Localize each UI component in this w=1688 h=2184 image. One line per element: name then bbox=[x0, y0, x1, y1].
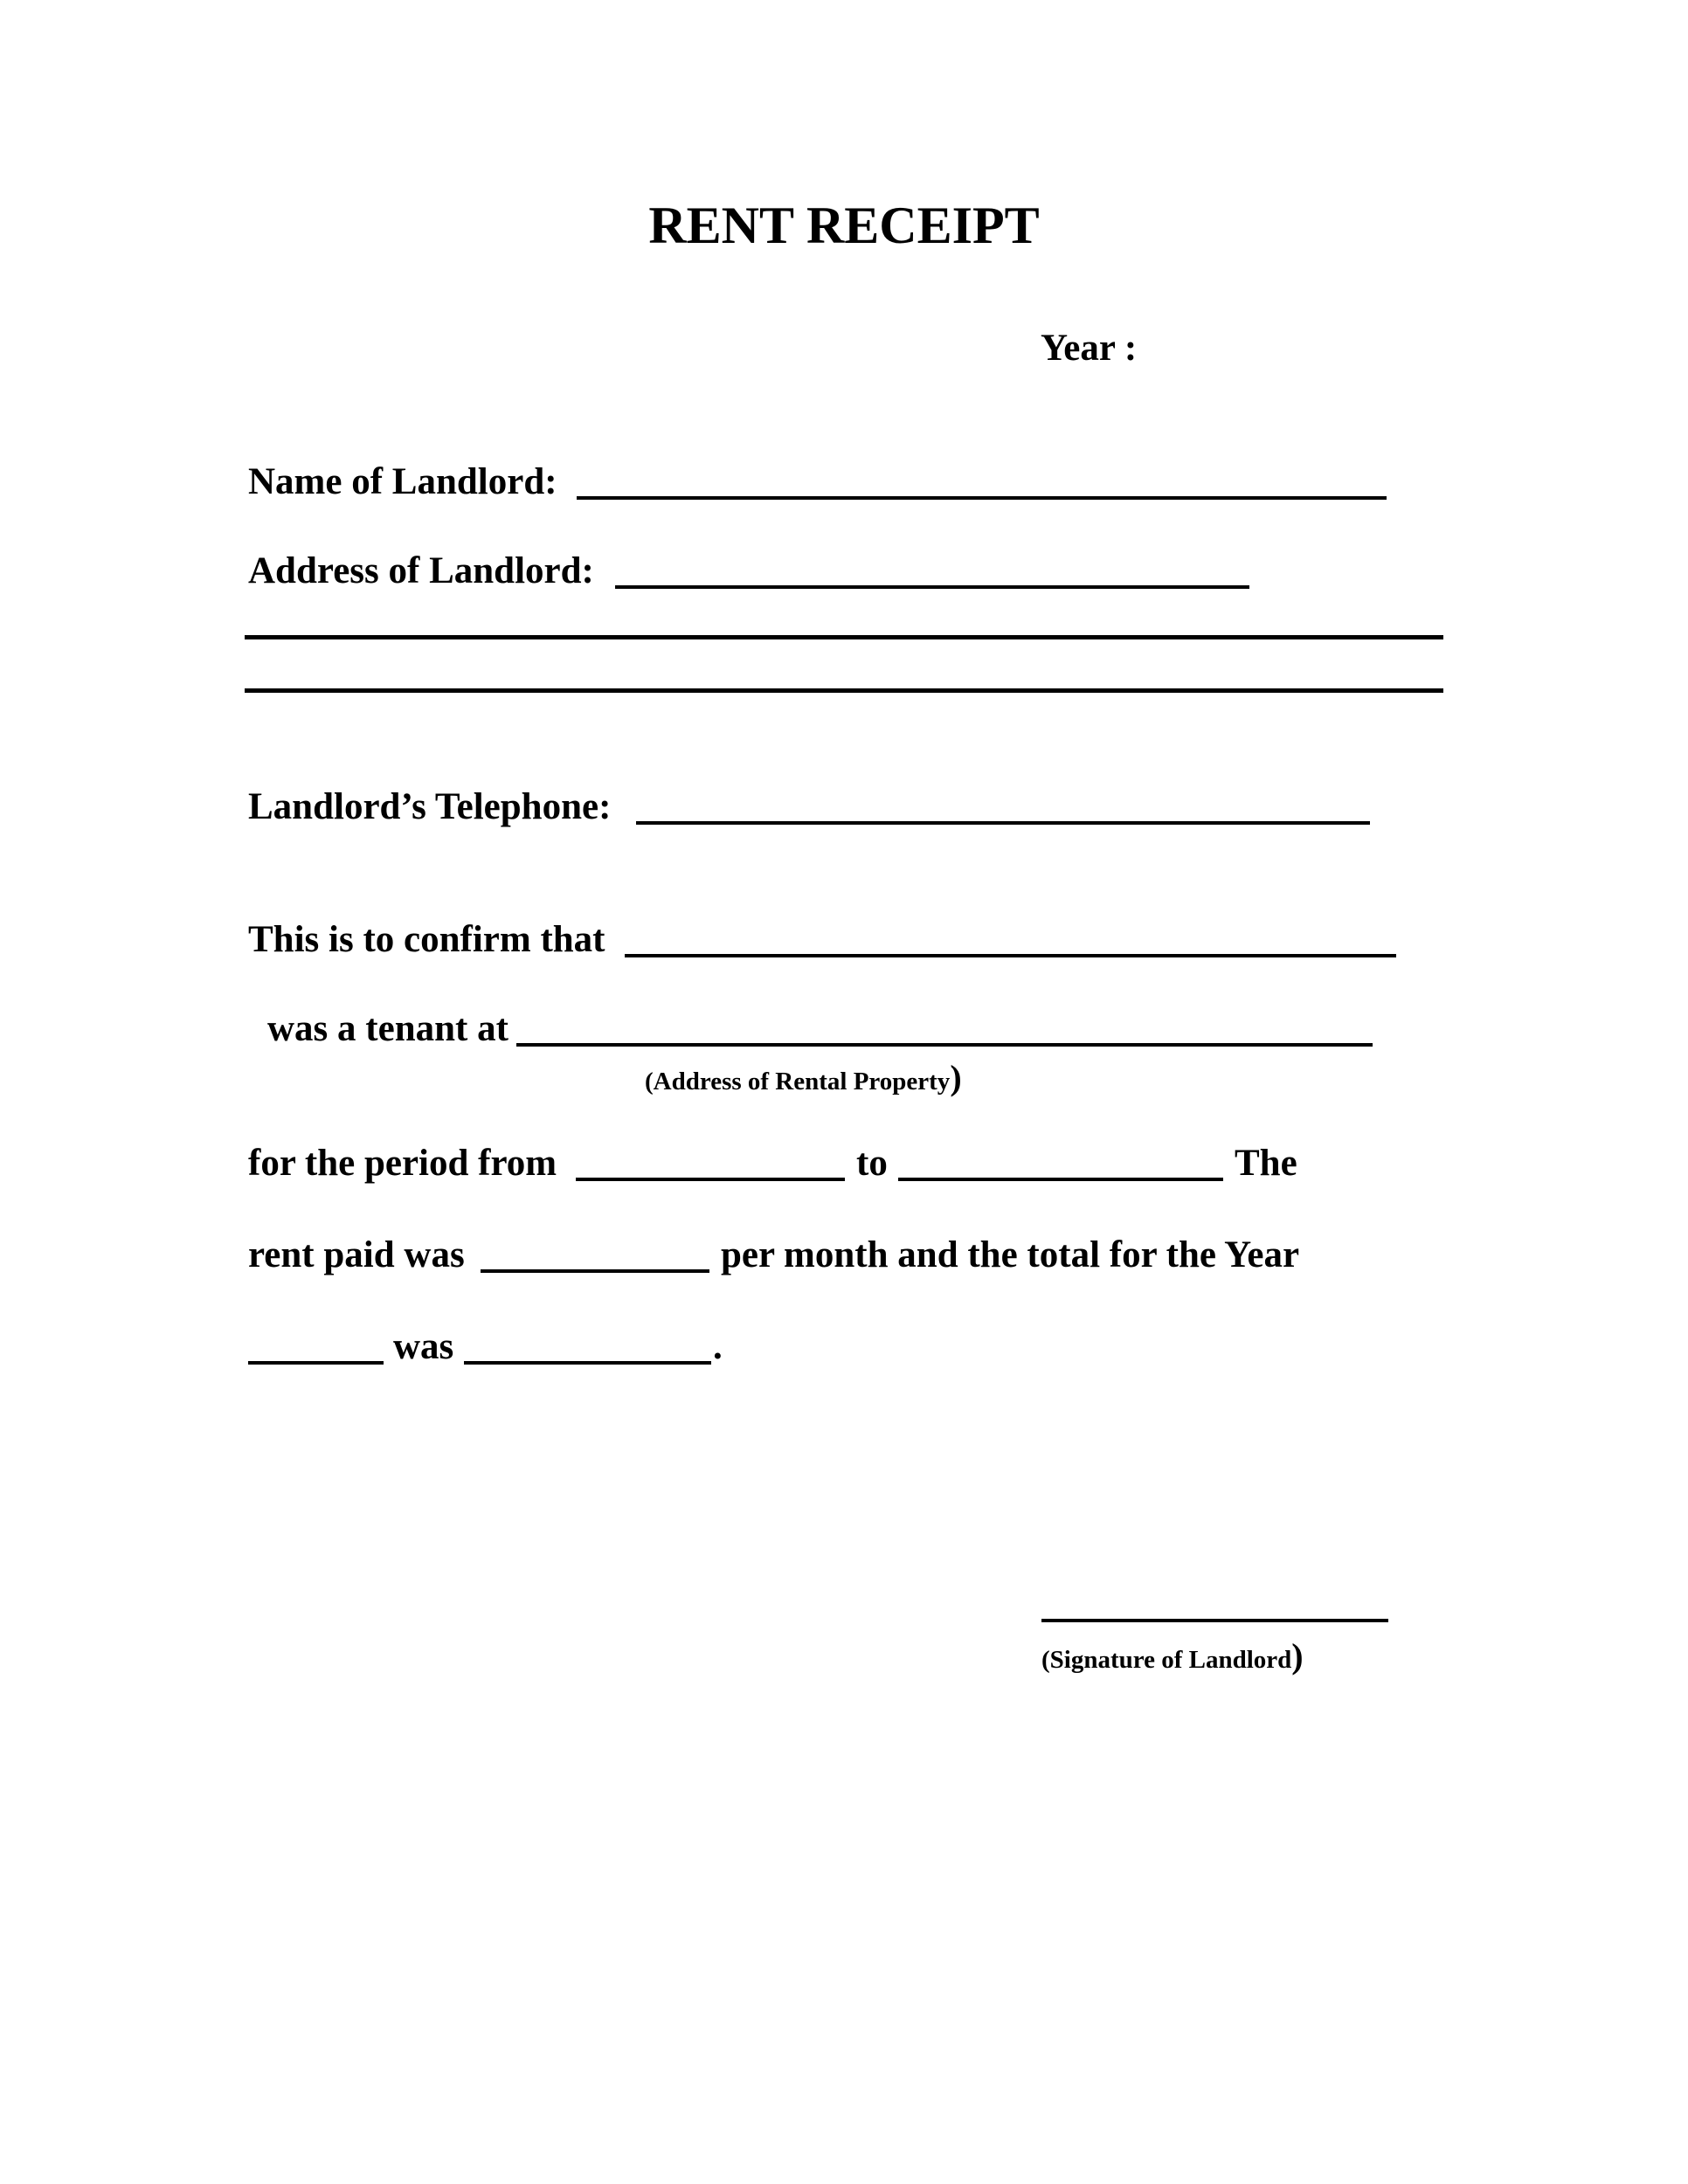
tenant-label: was a tenant at bbox=[267, 1008, 508, 1049]
tenant-name-field[interactable] bbox=[625, 954, 1396, 957]
page-title: RENT RECEIPT bbox=[648, 197, 1040, 254]
landlord-name-label: Name of Landlord: bbox=[248, 461, 557, 502]
rent-paid-label: rent paid was bbox=[248, 1234, 465, 1275]
monthly-rent-field[interactable] bbox=[481, 1269, 709, 1273]
period-from-label: for the period from bbox=[248, 1143, 557, 1184]
landlord-address-line-2[interactable] bbox=[245, 635, 1443, 639]
rental-address-field[interactable] bbox=[516, 1043, 1373, 1047]
end-period: . bbox=[713, 1326, 723, 1367]
landlord-address-label: Address of Landlord: bbox=[248, 550, 594, 591]
year-label: Year : bbox=[1041, 328, 1138, 369]
period-from-field[interactable] bbox=[576, 1178, 845, 1181]
the-label: The bbox=[1235, 1143, 1297, 1184]
landlord-phone-label: Landlord’s Telephone: bbox=[248, 786, 612, 827]
per-month-label: per month and the total for the Year bbox=[721, 1234, 1300, 1275]
landlord-phone-field[interactable] bbox=[636, 821, 1370, 825]
signature-caption: (Signature of Landlord) bbox=[1041, 1636, 1304, 1676]
landlord-name-field[interactable] bbox=[577, 496, 1387, 500]
period-to-field[interactable] bbox=[898, 1178, 1223, 1181]
period-to-label: to bbox=[856, 1143, 888, 1184]
confirm-label: This is to confirm that bbox=[248, 919, 605, 960]
signature-field[interactable] bbox=[1041, 1619, 1388, 1622]
landlord-address-field[interactable] bbox=[615, 585, 1249, 589]
total-amount-field[interactable] bbox=[464, 1361, 711, 1365]
was-label: was bbox=[393, 1326, 454, 1367]
total-year-field[interactable] bbox=[248, 1361, 384, 1365]
rental-address-caption: (Address of Rental Property) bbox=[645, 1058, 962, 1097]
landlord-address-line-3[interactable] bbox=[245, 688, 1443, 693]
